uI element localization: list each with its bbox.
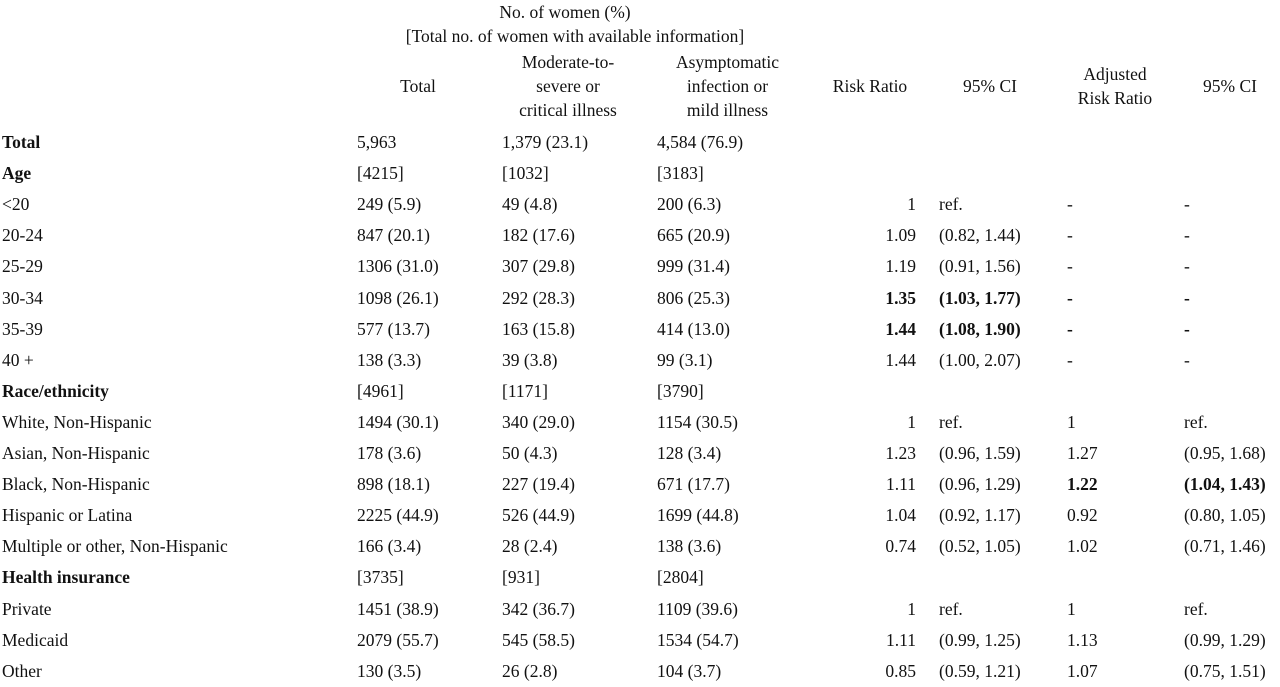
col-header-adjusted-ci: 95% CI (1203, 76, 1257, 96)
cell-adjusted-ci: ref. (1184, 411, 1208, 432)
cell-risk-ratio: 1.09 (885, 225, 916, 246)
cell-ci: ref. (939, 194, 963, 215)
cell-total: 1098 (26.1) (357, 287, 439, 308)
col-header-asymp-l2: infection or (686, 76, 769, 96)
row-label: White, Non-Hispanic (2, 411, 152, 432)
cell-ci: (0.99, 1.25) (939, 629, 1021, 650)
cell-adjusted-rr: 1 (1067, 411, 1076, 432)
cell-asymptomatic: 138 (3.6) (657, 536, 722, 557)
cell-asymptomatic: 128 (3.4) (657, 443, 722, 463)
cell-ci: (0.59, 1.21) (939, 660, 1021, 681)
cell-moderate: 49 (4.8) (502, 194, 558, 215)
row-label: 30-34 (2, 287, 43, 308)
cell-moderate: 545 (58.5) (502, 629, 575, 650)
cell-risk-ratio: 1 (907, 194, 916, 215)
col-header-adjusted-rr-l1: Adjusted (1083, 64, 1147, 84)
row-label: Multiple or other, Non-Hispanic (2, 536, 228, 557)
row-label: Other (2, 660, 42, 681)
col-header-moderate-l2: severe or (536, 76, 600, 96)
cell-total: 1451 (38.9) (357, 598, 439, 619)
cell-ci: (0.96, 1.59) (939, 443, 1021, 463)
cell-asymptomatic: 99 (3.1) (657, 349, 713, 370)
cell-asymptomatic: 665 (20.9) (657, 225, 730, 246)
cell-total: 847 (20.1) (357, 225, 430, 246)
cell-adjusted-ci: (0.99, 1.29) (1184, 629, 1266, 650)
cell-adjusted-rr: 0.92 (1067, 505, 1098, 526)
cell-total: 130 (3.5) (357, 660, 422, 681)
cell-moderate: [1032] (502, 163, 549, 184)
cell-asymptomatic: 1154 (30.5) (657, 411, 739, 432)
row-label: <20 (2, 194, 30, 215)
cell-adjusted-rr: - (1067, 318, 1073, 339)
col-header-risk-ratio: Risk Ratio (832, 76, 908, 96)
cell-total: 138 (3.3) (357, 349, 422, 370)
cell-asymptomatic: 1534 (54.7) (657, 629, 739, 650)
cell-adjusted-rr: 1.27 (1067, 443, 1098, 463)
col-header-moderate-l3: critical illness (519, 100, 617, 120)
cell-moderate: 26 (2.8) (502, 660, 558, 681)
cell-asymptomatic: 1109 (39.6) (657, 598, 739, 619)
cell-adjusted-ci: (0.95, 1.68) (1184, 443, 1266, 463)
cell-moderate: 39 (3.8) (502, 349, 558, 370)
row-label: Black, Non-Hispanic (2, 474, 150, 495)
cell-moderate: 1,379 (23.1) (502, 132, 589, 152)
row-label: 35-39 (2, 318, 43, 339)
cell-moderate: 227 (19.4) (502, 474, 575, 495)
cell-adjusted-rr: - (1067, 349, 1073, 370)
row-label: Hispanic or Latina (2, 505, 133, 526)
cell-adjusted-ci: - (1184, 256, 1190, 277)
col-header-ci: 95% CI (963, 76, 1017, 96)
row-label: 40 + (2, 349, 34, 370)
cell-adjusted-ci: (0.71, 1.46) (1184, 536, 1266, 557)
cell-total: 1494 (30.1) (357, 411, 439, 432)
cell-adjusted-ci: ref. (1184, 598, 1208, 619)
cell-adjusted-ci: - (1184, 349, 1190, 370)
row-label: Asian, Non-Hispanic (2, 443, 150, 463)
cell-adjusted-rr: - (1067, 225, 1073, 246)
cell-risk-ratio: 1.11 (886, 474, 916, 495)
cell-total: 178 (3.6) (357, 443, 422, 463)
cell-risk-ratio: 1.04 (885, 505, 916, 526)
cell-risk-ratio: 1 (907, 598, 916, 619)
cell-moderate: [1171] (502, 380, 549, 401)
row-label: 25-29 (2, 256, 43, 277)
row-label: 20-24 (2, 225, 43, 246)
col-header-asymp-l3: mild illness (686, 100, 769, 120)
cell-ci: (0.52, 1.05) (939, 536, 1021, 557)
cell-total: 1306 (31.0) (357, 256, 439, 277)
cell-ci: (1.08, 1.90) (939, 318, 1021, 339)
cell-moderate: 163 (15.8) (502, 318, 575, 339)
cell-ci: (1.00, 2.07) (939, 349, 1021, 370)
cell-moderate: 307 (29.8) (502, 256, 575, 277)
cell-asymptomatic: [3183] (657, 163, 704, 184)
cell-risk-ratio: 1.35 (885, 287, 916, 308)
cell-asymptomatic: 806 (25.3) (657, 287, 730, 308)
cell-adjusted-ci: - (1184, 225, 1190, 246)
cell-adjusted-rr: 1.02 (1067, 536, 1098, 557)
cell-adjusted-ci: (0.75, 1.51) (1184, 660, 1266, 681)
cell-risk-ratio: 1.44 (885, 349, 916, 370)
cell-moderate: 526 (44.9) (502, 505, 575, 526)
row-label: Health insurance (2, 567, 130, 588)
cell-adjusted-rr: 1.13 (1067, 629, 1098, 650)
row-label: Total (2, 132, 41, 152)
cell-moderate: 50 (4.3) (502, 443, 558, 463)
row-label: Private (2, 598, 52, 619)
row-label: Age (2, 163, 32, 184)
cell-adjusted-ci: - (1184, 194, 1190, 215)
group-header-line1: No. of women (%) (499, 2, 631, 22)
cell-adjusted-rr: - (1067, 287, 1073, 308)
cell-risk-ratio: 1.19 (885, 256, 916, 277)
cell-total: [4215] (357, 163, 404, 184)
col-header-total: Total (400, 76, 436, 96)
cell-risk-ratio: 1 (907, 411, 916, 432)
cell-ci: (0.91, 1.56) (939, 256, 1021, 277)
cell-adjusted-rr: 1 (1067, 598, 1076, 619)
cell-adjusted-ci: (1.04, 1.43) (1184, 474, 1266, 495)
cell-risk-ratio: 1.11 (886, 629, 916, 650)
cell-moderate: 340 (29.0) (502, 411, 575, 432)
cell-total: 5,963 (357, 132, 397, 152)
cell-moderate: 292 (28.3) (502, 287, 575, 308)
col-header-moderate-l1: Moderate-to- (521, 52, 615, 72)
cell-ci: (0.82, 1.44) (939, 225, 1021, 246)
cell-ci: (1.03, 1.77) (939, 287, 1021, 308)
cell-adjusted-rr: - (1067, 194, 1073, 215)
cell-total: [4961] (357, 380, 404, 401)
cell-risk-ratio: 1.44 (885, 318, 916, 339)
row-label: Medicaid (2, 629, 69, 650)
cell-total: 249 (5.9) (357, 194, 422, 215)
cell-total: [3735] (357, 567, 404, 588)
cell-asymptomatic: 104 (3.7) (657, 660, 722, 681)
cell-moderate: 342 (36.7) (502, 598, 575, 619)
cell-total: 166 (3.4) (357, 536, 422, 557)
cell-asymptomatic: 1699 (44.8) (657, 505, 739, 526)
cell-adjusted-ci: - (1184, 318, 1190, 339)
cell-asymptomatic: 671 (17.7) (657, 474, 730, 495)
cell-asymptomatic: 999 (31.4) (657, 256, 730, 277)
cell-risk-ratio: 1.23 (885, 443, 916, 463)
cell-ci: (0.92, 1.17) (939, 505, 1021, 526)
cell-moderate: 28 (2.4) (502, 536, 558, 557)
group-header-line2: [Total no. of women with available information] (405, 26, 745, 46)
cell-adjusted-rr: 1.07 (1067, 660, 1098, 681)
cell-adjusted-ci: - (1184, 287, 1190, 308)
cell-adjusted-ci: (0.80, 1.05) (1184, 505, 1266, 526)
cell-moderate: 182 (17.6) (502, 225, 575, 246)
cell-adjusted-rr: 1.22 (1067, 474, 1098, 495)
cell-total: 2079 (55.7) (357, 629, 439, 650)
row-label: Race/ethnicity (2, 380, 109, 401)
cell-total: 2225 (44.9) (357, 505, 439, 526)
col-header-adjusted-rr-l2: Risk Ratio (1077, 88, 1153, 108)
col-header-asymp-l1: Asymptomatic (675, 52, 780, 72)
cell-ci: ref. (939, 598, 963, 619)
cell-ci: (0.96, 1.29) (939, 474, 1021, 495)
cell-asymptomatic: 200 (6.3) (657, 194, 722, 215)
cell-ci: ref. (939, 411, 963, 432)
cell-asymptomatic: 414 (13.0) (657, 318, 730, 339)
cell-total: 577 (13.7) (357, 318, 430, 339)
cell-asymptomatic: [2804] (657, 567, 704, 588)
cell-risk-ratio: 0.85 (885, 660, 916, 681)
cell-moderate: [931] (502, 567, 540, 588)
cell-risk-ratio: 0.74 (885, 536, 916, 557)
cell-asymptomatic: 4,584 (76.9) (657, 132, 744, 152)
cell-total: 898 (18.1) (357, 474, 430, 495)
cell-asymptomatic: [3790] (657, 380, 704, 401)
cell-adjusted-rr: - (1067, 256, 1073, 277)
